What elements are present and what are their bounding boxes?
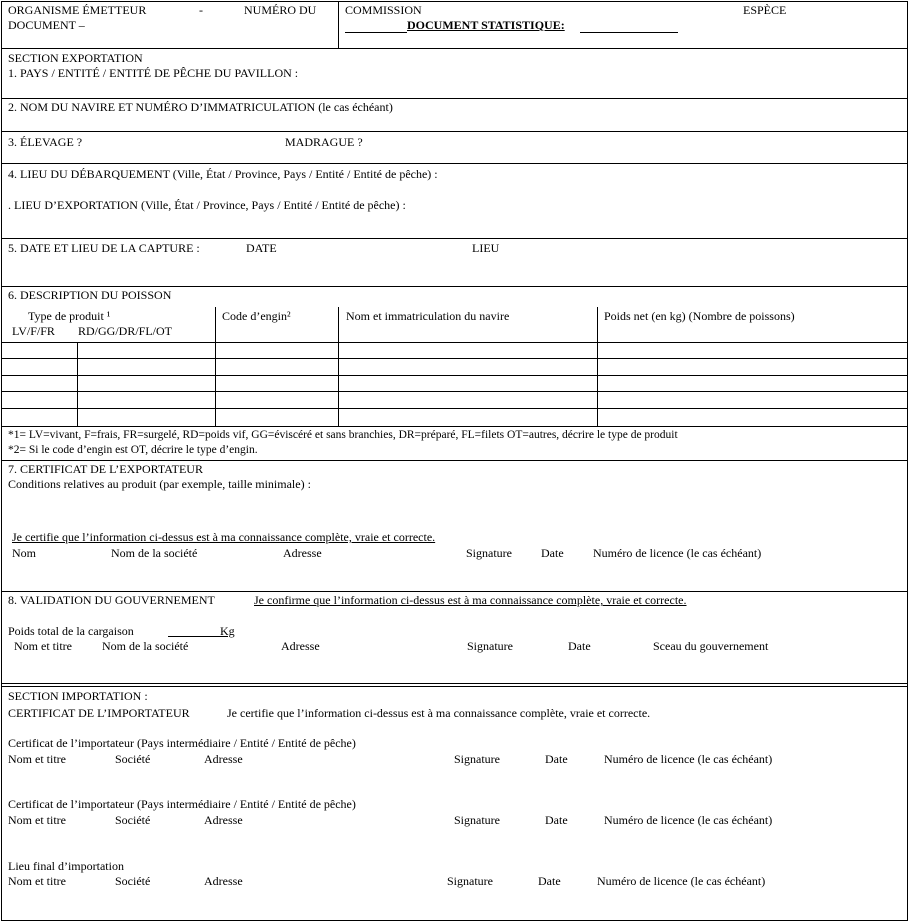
item7-certify-statement: Je certifie que l’information ci-dessus est à ma connaissance complète, vraie et correcte. xyxy=(12,530,436,544)
import-field-signature: Signature xyxy=(454,752,500,766)
import-field-adresse: Adresse xyxy=(204,752,243,766)
frame-left xyxy=(1,1,2,921)
item8-field-signature: Signature xyxy=(467,639,513,653)
item1-flag-state: 1. PAYS / ENTITÉ / ENTITÉ DE PÊCHE DU PAVILLON : xyxy=(8,66,299,80)
item8-field-adresse: Adresse xyxy=(281,639,320,653)
import-block1-title: Certificat de l’importateur (Pays intermédiaire / Entité / Entité de pêche) xyxy=(8,736,356,750)
section-separator xyxy=(1,686,908,687)
item2-vessel: 2. NOM DU NAVIRE ET NUMÉRO D’IMMATRICULATION (le cas échéant) xyxy=(8,100,393,114)
import-block2-title: Certificat de l’importateur (Pays intermédiaire / Entité / Entité de pêche) xyxy=(8,797,356,811)
table-row-line xyxy=(1,375,908,376)
numero-label: NUMÉRO DU xyxy=(244,3,317,17)
item8-field-date: Date xyxy=(568,639,591,653)
commission-label: COMMISSION xyxy=(345,3,422,17)
import-field-adresse: Adresse xyxy=(204,874,243,888)
row-line xyxy=(1,591,908,592)
import-section-title: SECTION IMPORTATION : xyxy=(8,689,148,703)
item8-field-sceau: Sceau du gouvernement xyxy=(653,639,769,653)
espece-blank-line xyxy=(580,32,678,33)
row-line xyxy=(1,460,908,461)
row-line xyxy=(1,238,908,239)
item7-field-licence: Numéro de licence (le cas échéant) xyxy=(593,546,762,560)
frame-right xyxy=(907,1,908,921)
document-label: DOCUMENT – xyxy=(8,18,85,32)
table-row-line xyxy=(1,391,908,392)
item3-elevage: 3. ÉLEVAGE ? xyxy=(8,135,83,149)
col-product-type: Type de produit ¹ xyxy=(28,309,111,323)
item8-total-weight: Poids total de la cargaison xyxy=(8,624,134,638)
item5-lieu: LIEU xyxy=(472,241,500,255)
organisme-dash: - xyxy=(199,3,203,17)
organisme-label: ORGANISME ÉMETTEUR xyxy=(8,3,147,17)
item7-field-date: Date xyxy=(541,546,564,560)
table-row-line xyxy=(1,342,908,343)
footnote-1: *1= LV=vivant, F=frais, FR=surgelé, RD=poids vif, GG=éviscéré et sans branchies, DR=préparé, FL=filets OT=autres, décrire le type de produit xyxy=(8,429,678,441)
table-row-line xyxy=(1,358,908,359)
import-field-date: Date xyxy=(545,752,568,766)
document-title: DOCUMENT STATISTIQUE: xyxy=(407,18,565,32)
import-field-licence: Numéro de licence (le cas échéant) xyxy=(604,752,773,766)
import-field-date: Date xyxy=(545,813,568,827)
item8-field-nom: Nom et titre xyxy=(14,639,72,653)
weight-blank-line xyxy=(168,636,220,637)
item8-confirm-statement: Je confirme que l’information ci-dessus est à ma connaissance complète, vraie et correcte. xyxy=(254,593,687,607)
item4-landing-place: 4. LIEU DU DÉBARQUEMENT (Ville, État / Province, Pays / Entité / Entité de pêche) : xyxy=(8,167,438,181)
import-field-societe: Société xyxy=(115,752,151,766)
import-field-adresse: Adresse xyxy=(204,813,243,827)
importer-cert-title: CERTIFICAT DE L’IMPORTATEUR xyxy=(8,706,190,720)
import-block3-title: Lieu final d’importation xyxy=(8,859,124,873)
row-line xyxy=(1,163,908,164)
col-gear-code: Code d’engin² xyxy=(222,309,291,323)
item7-field-societe: Nom de la société xyxy=(111,546,198,560)
espece-label: ESPÈCE xyxy=(743,3,787,17)
import-field-nom: Nom et titre xyxy=(8,813,66,827)
row-line xyxy=(1,286,908,287)
footnote-2: *2= Si le code d’engin est OT, décrire le type d’engin. xyxy=(8,444,258,456)
col-product-type-sub-a: LV/F/FR xyxy=(12,324,55,338)
item5-date: DATE xyxy=(246,241,277,255)
import-field-societe: Société xyxy=(115,813,151,827)
item7-field-adresse: Adresse xyxy=(283,546,322,560)
col-net-weight: Poids net (en kg) (Nombre de poissons) xyxy=(604,309,795,323)
table-row-line xyxy=(1,426,908,427)
import-field-licence: Numéro de licence (le cas échéant) xyxy=(597,874,766,888)
col-vessel-name: Nom et immatriculation du navire xyxy=(346,309,510,323)
header-divider xyxy=(338,1,339,48)
section-separator xyxy=(1,683,908,684)
import-field-date: Date xyxy=(538,874,561,888)
item7-conditions: Conditions relatives au produit (par exemple, taille minimale) : xyxy=(8,477,311,491)
item4-export-place: . LIEU D’EXPORTATION (Ville, État / Province, Pays / Entité / Entité de pêche) : xyxy=(8,198,406,212)
import-field-nom: Nom et titre xyxy=(8,752,66,766)
export-section-title: SECTION EXPORTATION xyxy=(8,51,143,65)
import-field-societe: Société xyxy=(115,874,151,888)
header-bottom-line xyxy=(1,48,908,49)
table-col-divider xyxy=(77,342,78,426)
item5-catch: 5. DATE ET LIEU DE LA CAPTURE : xyxy=(8,241,200,255)
import-field-signature: Signature xyxy=(447,874,493,888)
item3-madrague: MADRAGUE ? xyxy=(285,135,363,149)
import-field-licence: Numéro de licence (le cas échéant) xyxy=(604,813,773,827)
item7-exporter-cert: 7. CERTIFICAT DE L’EXPORTATEUR xyxy=(8,462,203,476)
item7-field-signature: Signature xyxy=(466,546,512,560)
row-line xyxy=(1,98,908,99)
table-row-line xyxy=(1,408,908,409)
item7-field-nom: Nom xyxy=(12,546,36,560)
commission-blank-line xyxy=(345,32,407,33)
item8-gov-validation: 8. VALIDATION DU GOUVERNEMENT xyxy=(8,593,215,607)
item6-description: 6. DESCRIPTION DU POISSON xyxy=(8,288,172,302)
importer-cert-text: Je certifie que l’information ci-dessus est à ma connaissance complète, vraie et correcte. xyxy=(227,706,651,720)
frame-bottom xyxy=(1,920,908,921)
frame-top xyxy=(1,1,908,2)
item8-kg: Kg xyxy=(220,624,235,638)
row-line xyxy=(1,131,908,132)
col-product-type-sub-b: RD/GG/DR/FL/OT xyxy=(78,324,173,338)
import-field-signature: Signature xyxy=(454,813,500,827)
import-field-nom: Nom et titre xyxy=(8,874,66,888)
item8-field-societe: Nom de la société xyxy=(102,639,189,653)
